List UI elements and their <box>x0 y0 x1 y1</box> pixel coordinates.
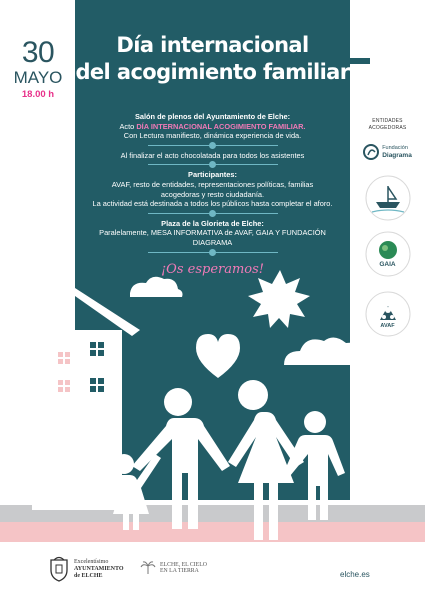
diagrama-text1: Fundación <box>382 145 408 151</box>
house-roof <box>18 288 140 336</box>
coat-of-arms-icon <box>48 556 70 582</box>
separator <box>148 141 278 151</box>
section1-prefix: Acto <box>119 121 137 131</box>
avaf-logo-icon <box>364 290 412 338</box>
brand-logo <box>140 561 207 575</box>
section1-heading: Salón de plenos del Ayuntamiento de Elche: <box>134 112 291 121</box>
gaia-text: GAIA <box>379 261 396 268</box>
date-day: 30 <box>21 36 55 69</box>
page-title <box>75 32 350 86</box>
avaf-text: AVAF <box>380 323 395 329</box>
footer <box>0 548 425 588</box>
section2-line1: AVAF, resto de entidades, representaciones políticas, familias acogedoras y resto ciudadanía. <box>111 179 314 199</box>
city-council-logo <box>48 556 124 582</box>
boy-head <box>304 411 326 433</box>
section1-highlight: DÍA INTERNACIONAL ACOGIMIENTO FAMILIAR. <box>136 121 306 131</box>
brand-line-2: EN LA TIERRA <box>160 568 199 574</box>
separator <box>148 248 278 258</box>
section1-line2: Con Lectura manifiesto, dinámica experiencia de vida. <box>123 131 302 141</box>
avaf-logo <box>364 290 412 338</box>
gaia-logo-icon <box>364 230 412 278</box>
city-line-1: Excelentísimo <box>74 558 109 565</box>
section2-line2: La actividad está destinada a todos los públicos hasta completar el aforo. <box>92 199 333 209</box>
event-info <box>85 112 340 258</box>
boat-logo-icon <box>364 174 412 222</box>
palm-icon <box>140 561 156 575</box>
gaia-logo <box>364 230 412 278</box>
mother-body <box>228 412 304 540</box>
sun-icon <box>248 270 310 328</box>
brand-line-1: ELCHE, EL CIELO <box>160 561 207 568</box>
title-line-1: Día internacional <box>116 33 309 57</box>
cloud-top <box>130 277 183 297</box>
boat-logo <box>364 174 412 222</box>
sponsor-sidebar <box>355 118 420 338</box>
website-link[interactable]: elche.es <box>340 570 370 579</box>
date-block <box>6 38 70 102</box>
section1-line3: Al finalizar el acto chocolatada para todos los asistentes <box>120 150 305 160</box>
diagrama-logo <box>355 144 420 160</box>
cloud-right <box>284 337 368 365</box>
separator <box>148 209 278 219</box>
city-line-3: de ELCHE <box>74 572 103 579</box>
title-strip <box>350 58 370 64</box>
sidebar-label: ENTIDADES ACOGEDORAS <box>368 118 407 131</box>
mother-head <box>238 380 268 410</box>
title-line-2: del acogimiento familiar <box>75 60 350 84</box>
heart-icon <box>196 334 240 378</box>
diagrama-text2: Diagrama <box>382 152 412 159</box>
section3-line1: Paralelamente, MESA INFORMATIVA de AVAF, GAIA Y FUNDACIÓN DIAGRAMA <box>99 228 326 247</box>
section1-line1 <box>85 122 340 132</box>
city-line-2: AYUNTAMIENTO <box>74 565 124 572</box>
father-head <box>164 388 192 416</box>
section3-heading: Plaza de la Glorieta de Elche: <box>161 218 264 228</box>
greeting: ¡Os esperamos! <box>160 262 265 277</box>
section2-heading: Participantes: <box>188 170 237 180</box>
diagrama-logo-icon <box>363 144 379 160</box>
date-time: 18.00 h <box>21 89 55 100</box>
date-month: MAYO <box>13 68 63 87</box>
separator <box>148 160 278 170</box>
